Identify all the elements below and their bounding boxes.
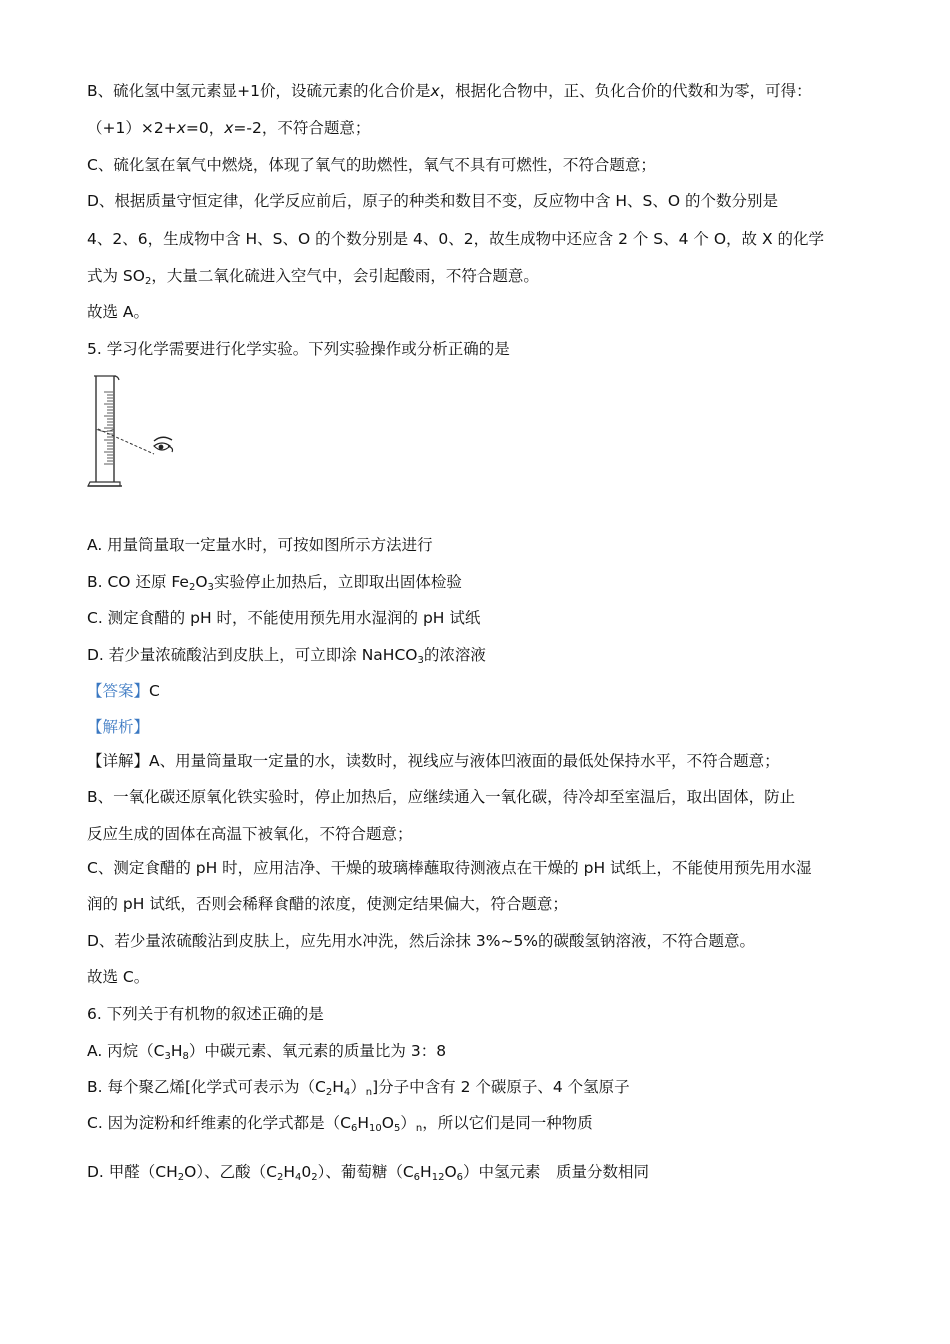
q4-option-d-line-2: 4、2、6，生成物中含 H、S、O 的个数分别是 4、0、2，故生成物中还应含 2 个 S、4 个 O，故 X 的化学 xyxy=(87,230,825,248)
subscript: 3 xyxy=(207,582,214,593)
text: （+1）×2+ xyxy=(87,119,177,137)
question-6-stem: 6. 下列关于有机物的叙述正确的是 xyxy=(87,1005,324,1023)
detail-a: 【详解】A、用量筒量取一定量的水，读数时，视线应与液体凹液面的最低处保持水平，不符合题意； xyxy=(87,752,780,770)
subscript: 2 xyxy=(325,1087,333,1098)
text: ）中碳元素、氧元素的质量比为 3：8 xyxy=(188,1042,447,1060)
q4-option-b-line-2 xyxy=(87,118,370,138)
text: 的浓溶液 xyxy=(423,646,486,664)
subscript: 6 xyxy=(413,1172,421,1183)
q4-option-c: C、硫化氢在氧气中燃烧，体现了氧气的助燃性，氧气不具有可燃性，不符合题意； xyxy=(87,156,656,174)
analysis-tag: 【解析】 xyxy=(87,718,150,736)
q5-option-a: A. 用量筒量取一定量水时，可按如图所示方法进行 xyxy=(87,536,433,554)
text: B、硫化氢中氢元素显+1价，设硫元素的化合价是 xyxy=(87,82,431,100)
q4-option-d-line-3 xyxy=(87,266,539,286)
text: H xyxy=(283,1163,295,1181)
q6-option-d xyxy=(87,1162,649,1182)
subscript: 2 xyxy=(144,276,152,287)
var-x: x xyxy=(176,119,186,137)
text: C. 因为淀粉和纤维素的化学式都是（C xyxy=(87,1114,352,1132)
answer-value: C xyxy=(149,682,160,700)
text: ，根据化合物中，正、负化合价的代数和为零，可得： xyxy=(439,82,812,100)
q5-option-c: C. 测定食醋的 pH 时，不能使用预先用水湿润的 pH 试纸 xyxy=(87,609,481,627)
answer-line xyxy=(87,681,160,701)
subscript: 6 xyxy=(351,1123,358,1134)
q5-option-b xyxy=(87,572,462,592)
q4-option-d-line-1: D、根据质量守恒定律，化学反应前后，原子的种类和数目不变，反应物中含 H、S、O 的个数分别是 xyxy=(87,192,778,210)
subscript: 3 xyxy=(164,1051,171,1062)
q6-option-a xyxy=(87,1041,446,1061)
text: H xyxy=(357,1114,370,1132)
text: H xyxy=(170,1042,183,1060)
subscript: 10 xyxy=(369,1123,382,1134)
q4-option-b-line-1 xyxy=(87,81,812,101)
subscript: 6 xyxy=(456,1172,464,1183)
text: ） xyxy=(400,1114,416,1132)
text: O xyxy=(444,1163,457,1181)
q4-conclusion: 故选 A。 xyxy=(87,303,150,321)
detail-b-line-2: 反应生成的固体在高温下被氧化，不符合题意； xyxy=(87,825,413,843)
detail-c-line-2: 润的 pH 试纸，否则会稀释食醋的浓度，使测定结果偏大，符合题意； xyxy=(87,895,568,913)
subscript: 2 xyxy=(276,1172,284,1183)
text: B. CO 还原 Fe xyxy=(87,573,189,591)
detail-c-line-1: C、测定食醋的 pH 时，应用洁净、干燥的玻璃棒蘸取待测液点在干燥的 pH 试纸上，不能使用预先用水湿 xyxy=(87,859,812,877)
text: D. 若少量浓硫酸沾到皮肤上，可立即涂 NaHCO xyxy=(87,646,418,664)
text: ）、葡萄糖（C xyxy=(317,1163,414,1181)
subscript: 4 xyxy=(294,1172,302,1183)
text: ，所以它们是同一种物质 xyxy=(422,1114,593,1132)
detail-d: D、若少量浓硫酸沾到皮肤上，应先用水冲洗，然后涂抹 3%~5%的碳酸氢钠溶液，不符合题意。 xyxy=(87,932,756,950)
q5-conclusion: 故选 C。 xyxy=(87,968,150,986)
text: A. 丙烷（C xyxy=(87,1042,165,1060)
text: O xyxy=(381,1114,394,1132)
text: =-2，不符合题意； xyxy=(233,119,371,137)
text: D. 甲醛（CH xyxy=(87,1163,178,1181)
text: ，大量二氧化硫进入空气中，会引起酸雨，不符合题意。 xyxy=(151,267,539,285)
text: B. 每个聚乙烯[化学式可表示为（C xyxy=(87,1078,326,1096)
subscript: 2 xyxy=(188,582,196,593)
text: ]分子中含有 2 个碳原子、4 个氢原子 xyxy=(372,1078,630,1096)
text: ） xyxy=(350,1078,366,1096)
text: 0 xyxy=(301,1163,312,1181)
text: H xyxy=(332,1078,344,1096)
text: ）中氢元素 质量分数相同 xyxy=(463,1163,650,1181)
question-5-stem: 5. 学习化学需要进行化学实验。下列实验操作或分析正确的是 xyxy=(87,340,510,358)
eye-icon xyxy=(154,437,173,452)
detail-b-line-1: B、一氧化碳还原氧化铁实验时，停止加热后，应继续通入一氧化碳，待冷却至室温后，取出固体，防止 xyxy=(87,788,796,806)
text: O）、乙酸（C xyxy=(184,1163,277,1181)
answer-tag: 【答案】 xyxy=(87,682,150,700)
subscript: n xyxy=(415,1123,423,1134)
text: 实验停止加热后，立即取出固体检验 xyxy=(213,573,462,591)
subscript: 2 xyxy=(177,1172,185,1183)
var-x: x xyxy=(224,119,234,137)
text: O xyxy=(195,573,208,591)
subscript: 2 xyxy=(311,1172,318,1183)
text: =0， xyxy=(185,119,225,137)
text: H xyxy=(420,1163,432,1181)
q5-option-d xyxy=(87,645,486,665)
subscript: 3 xyxy=(417,655,424,666)
q6-option-b xyxy=(87,1077,630,1097)
subscript: 5 xyxy=(393,1123,401,1134)
text: 式为 SO xyxy=(87,267,145,285)
var-x: x xyxy=(430,82,440,100)
q6-option-c xyxy=(87,1113,593,1133)
subscript: 12 xyxy=(431,1172,445,1183)
subscript: 4 xyxy=(343,1087,351,1098)
subscript: 8 xyxy=(182,1051,189,1062)
subscript: n xyxy=(365,1087,373,1098)
graduated-cylinder-figure xyxy=(84,374,184,494)
